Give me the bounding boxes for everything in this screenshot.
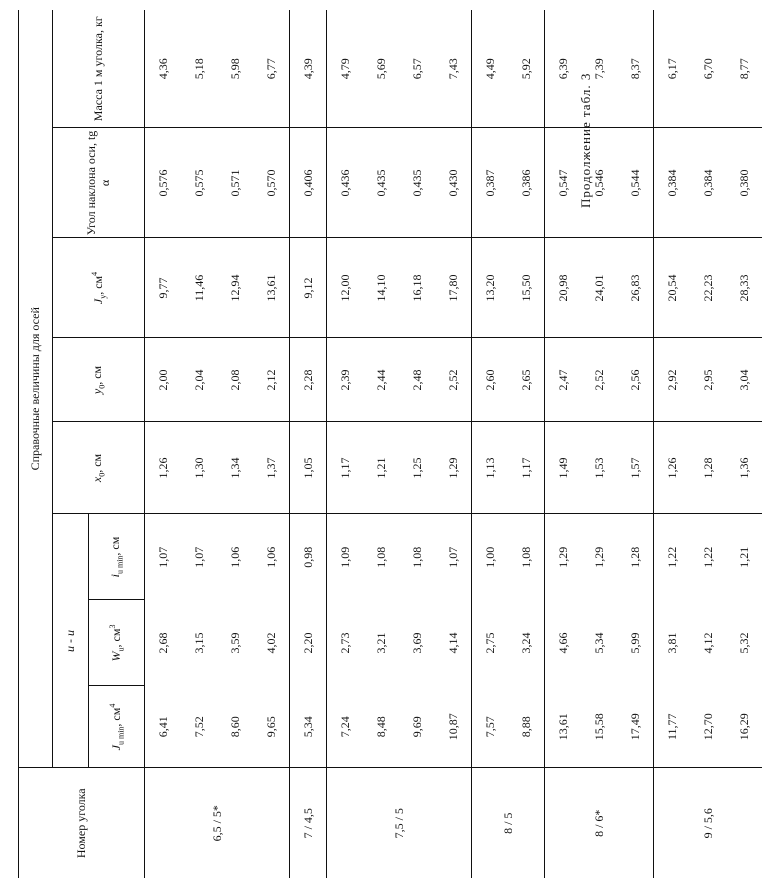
value-cell: 1,00 bbox=[472, 514, 509, 600]
table-row bbox=[145, 10, 182, 878]
value-cell: 8,88 bbox=[518, 716, 533, 738]
value-cell: 15,58 bbox=[591, 713, 606, 741]
table-header bbox=[19, 10, 145, 878]
value-cell: 0,386 bbox=[508, 128, 545, 238]
value-cell: 5,34 bbox=[591, 632, 606, 654]
value-cell: 1,29 bbox=[545, 514, 582, 600]
value-cell: 13,20 bbox=[472, 238, 509, 338]
table-row bbox=[253, 10, 290, 878]
value-cell: 6,70 bbox=[690, 10, 726, 128]
value-cell: 1,13 bbox=[472, 422, 509, 514]
header-u-axis: u - u bbox=[53, 514, 89, 768]
value-cell: 28,33 bbox=[726, 238, 762, 338]
value-cell: 2,60 bbox=[472, 338, 509, 422]
value-cell: 13,61 bbox=[545, 686, 582, 768]
value-cell: 1,26 bbox=[145, 422, 182, 514]
value-cell: 15,50 bbox=[508, 238, 545, 338]
value-cell: 0,547 bbox=[545, 128, 582, 238]
value-cell: 2,52 bbox=[581, 338, 617, 422]
value-cell: 24,01 bbox=[581, 238, 617, 338]
value-cell: 1,07 bbox=[445, 546, 460, 568]
value-cell: 0,571 bbox=[217, 128, 253, 238]
value-cell: 4,12 bbox=[700, 632, 715, 654]
value-cell: 4,36 bbox=[145, 10, 182, 128]
table-row bbox=[654, 10, 691, 878]
header-mass: Масса 1 м уголка, кг bbox=[53, 10, 145, 128]
header-j-u-min: $J_{u min}$, $см^4$ bbox=[89, 686, 145, 768]
value-cell: 2,20 bbox=[290, 600, 327, 686]
continuation-title: Продолжение табл. 3 bbox=[578, 72, 593, 208]
value-cell: 1,06 bbox=[263, 546, 278, 568]
value-cell: 1,21 bbox=[363, 422, 399, 514]
value-cell: 1,49 bbox=[545, 422, 582, 514]
value-cell: 2,00 bbox=[145, 338, 182, 422]
header-tg-alpha: Угол наклона оси, tg α bbox=[53, 128, 145, 238]
value-cell: 1,29 bbox=[591, 546, 606, 568]
value-cell: 7,39 bbox=[581, 10, 617, 128]
value-cell: 1,29 bbox=[435, 422, 472, 514]
value-cell: 1,08 bbox=[373, 546, 388, 568]
value-cell: 22,23 bbox=[690, 238, 726, 338]
value-cell: 3,69 bbox=[409, 632, 424, 654]
header-i-u-min: $i_{u min}$, см bbox=[89, 514, 145, 600]
value-cell: 5,92 bbox=[508, 10, 545, 128]
value-cell: 1,08 bbox=[518, 546, 533, 568]
value-cell: 1,34 bbox=[217, 422, 253, 514]
value-cell: 1,17 bbox=[327, 422, 364, 514]
value-cell: 2,44 bbox=[363, 338, 399, 422]
value-cell: 8,60 bbox=[227, 716, 242, 738]
angle-number-cell: 7 / 4,5 bbox=[290, 768, 327, 878]
value-cell: 13,61 bbox=[253, 238, 290, 338]
value-cell: 0,576 bbox=[145, 128, 182, 238]
value-cell: 1,30 bbox=[181, 422, 217, 514]
value-cell: 12,00 bbox=[327, 238, 364, 338]
value-cell: 8,48 bbox=[373, 716, 388, 738]
value-cell: 1,28 bbox=[690, 422, 726, 514]
value-cell: 5,69 bbox=[363, 10, 399, 128]
value-cell: 7,57 bbox=[472, 686, 509, 768]
value-cell: 0,384 bbox=[654, 128, 691, 238]
value-cell: 16,18 bbox=[399, 238, 435, 338]
value-cell: 17,49 bbox=[627, 713, 642, 741]
value-cell: 1,21 bbox=[736, 546, 751, 568]
value-cell: 0,546 bbox=[581, 128, 617, 238]
value-cell: 8,77 bbox=[726, 10, 762, 128]
value-cell: 5,18 bbox=[181, 10, 217, 128]
value-cell: 5,99 bbox=[627, 632, 642, 654]
value-cell: 6,39 bbox=[545, 10, 582, 128]
value-cell: 5,32 bbox=[736, 632, 751, 654]
value-cell: 6,57 bbox=[399, 10, 435, 128]
value-cell: 4,39 bbox=[290, 10, 327, 128]
value-cell: 7,24 bbox=[327, 686, 364, 768]
value-cell: 0,384 bbox=[690, 128, 726, 238]
value-cell: 4,14 bbox=[445, 632, 460, 654]
value-cell: 0,380 bbox=[726, 128, 762, 238]
value-cell: 0,544 bbox=[617, 128, 654, 238]
value-cell: 11,46 bbox=[181, 238, 217, 338]
value-cell: 1,06 bbox=[227, 546, 242, 568]
value-cell: 3,04 bbox=[726, 338, 762, 422]
value-cell: 1,26 bbox=[654, 422, 691, 514]
table-row bbox=[181, 10, 217, 878]
value-cell: 2,04 bbox=[181, 338, 217, 422]
value-cell: 2,39 bbox=[327, 338, 364, 422]
value-cell: 2,08 bbox=[217, 338, 253, 422]
value-cell: 0,436 bbox=[327, 128, 364, 238]
angle-number-cell: 8 / 6* bbox=[545, 768, 654, 878]
table-row bbox=[290, 10, 327, 878]
value-cell: 0,570 bbox=[253, 128, 290, 238]
value-cell: 9,69 bbox=[409, 716, 424, 738]
value-cell: 1,17 bbox=[508, 422, 545, 514]
value-cell: 0,430 bbox=[435, 128, 472, 238]
value-cell: 20,54 bbox=[654, 238, 691, 338]
table-row bbox=[435, 10, 472, 878]
value-cell: 5,34 bbox=[290, 686, 327, 768]
table-row bbox=[363, 10, 399, 878]
table-row bbox=[327, 10, 364, 878]
value-cell: 17,80 bbox=[435, 238, 472, 338]
value-cell: 6,17 bbox=[654, 10, 691, 128]
value-cell: 3,81 bbox=[654, 600, 691, 686]
angle-number-cell: 8 / 5 bbox=[472, 768, 545, 878]
table-row bbox=[472, 10, 509, 878]
value-cell: 2,28 bbox=[290, 338, 327, 422]
value-cell: 5,98 bbox=[217, 10, 253, 128]
header-x0: $x_0$, см bbox=[53, 422, 145, 514]
value-cell: 1,28 bbox=[627, 546, 642, 568]
value-cell: 3,15 bbox=[191, 632, 206, 654]
value-cell: 1,53 bbox=[581, 422, 617, 514]
angle-number-cell: 7,5 / 5 bbox=[327, 768, 472, 878]
value-cell: 9,65 bbox=[263, 716, 278, 738]
value-cell: 0,575 bbox=[181, 128, 217, 238]
angle-number-cell: 6,5 / 5* bbox=[145, 768, 290, 878]
table-row bbox=[726, 10, 762, 878]
value-cell: 0,98 bbox=[290, 514, 327, 600]
angle-properties-table bbox=[18, 10, 762, 878]
value-cell: 2,47 bbox=[545, 338, 582, 422]
value-cell: 20,98 bbox=[545, 238, 582, 338]
angle-number-cell: 9 / 5,6 bbox=[654, 768, 762, 878]
value-cell: 3,59 bbox=[227, 632, 242, 654]
value-cell: 1,08 bbox=[409, 546, 424, 568]
value-cell: 1,05 bbox=[290, 422, 327, 514]
value-cell: 8,37 bbox=[617, 10, 654, 128]
value-cell: 4,02 bbox=[263, 632, 278, 654]
value-cell: 1,07 bbox=[155, 546, 170, 568]
value-cell: 1,22 bbox=[654, 514, 691, 600]
value-cell: 3,21 bbox=[373, 632, 388, 654]
value-cell: 0,435 bbox=[363, 128, 399, 238]
value-cell: 4,49 bbox=[472, 10, 509, 128]
value-cell: 26,83 bbox=[617, 238, 654, 338]
value-cell: 1,25 bbox=[399, 422, 435, 514]
value-cell: 9,77 bbox=[145, 238, 182, 338]
table-body bbox=[145, 10, 762, 878]
value-cell: 2,68 bbox=[155, 632, 170, 654]
table-row bbox=[508, 10, 545, 878]
value-cell: 3,24 bbox=[518, 632, 533, 654]
header-w-u: $W_u$, $см^3$ bbox=[89, 600, 145, 686]
table-row bbox=[581, 10, 617, 878]
value-cell: 16,29 bbox=[736, 713, 751, 741]
value-cell: 1,57 bbox=[617, 422, 654, 514]
value-cell: 2,12 bbox=[253, 338, 290, 422]
value-cell: 7,43 bbox=[435, 10, 472, 128]
value-cell: 12,70 bbox=[700, 713, 715, 741]
header-y0: $y_0$, см bbox=[53, 338, 145, 422]
value-cell: 12,94 bbox=[217, 238, 253, 338]
value-cell: 1,07 bbox=[191, 546, 206, 568]
table-row bbox=[399, 10, 435, 878]
value-cell: 7,52 bbox=[191, 716, 206, 738]
value-cell: 1,36 bbox=[726, 422, 762, 514]
table-row bbox=[690, 10, 726, 878]
header-angle-number: Номер уголка bbox=[19, 768, 145, 878]
value-cell: 1,22 bbox=[700, 546, 715, 568]
table-row bbox=[217, 10, 253, 878]
value-cell: 14,10 bbox=[363, 238, 399, 338]
value-cell: 11,77 bbox=[654, 686, 691, 768]
value-cell: 2,52 bbox=[435, 338, 472, 422]
header-j-y: $J_y$, $см^4$ bbox=[53, 238, 145, 338]
value-cell: 2,56 bbox=[617, 338, 654, 422]
value-cell: 6,41 bbox=[155, 716, 170, 738]
value-cell: 1,37 bbox=[253, 422, 290, 514]
value-cell: 1,09 bbox=[327, 514, 364, 600]
value-cell: 2,48 bbox=[399, 338, 435, 422]
value-cell: 2,73 bbox=[327, 600, 364, 686]
value-cell: 10,87 bbox=[445, 713, 460, 741]
value-cell: 9,12 bbox=[290, 238, 327, 338]
value-cell: 2,65 bbox=[508, 338, 545, 422]
value-cell: 2,95 bbox=[690, 338, 726, 422]
value-cell: 0,435 bbox=[399, 128, 435, 238]
value-cell: 2,75 bbox=[472, 600, 509, 686]
table-row bbox=[545, 10, 582, 878]
value-cell: 6,77 bbox=[253, 10, 290, 128]
value-cell: 0,387 bbox=[472, 128, 509, 238]
value-cell: 4,79 bbox=[327, 10, 364, 128]
value-cell: 4,66 bbox=[545, 600, 582, 686]
table-row bbox=[617, 10, 654, 878]
value-cell: 2,92 bbox=[654, 338, 691, 422]
value-cell: 0,406 bbox=[290, 128, 327, 238]
header-reference-values: Справочные величины для осей bbox=[19, 10, 53, 768]
